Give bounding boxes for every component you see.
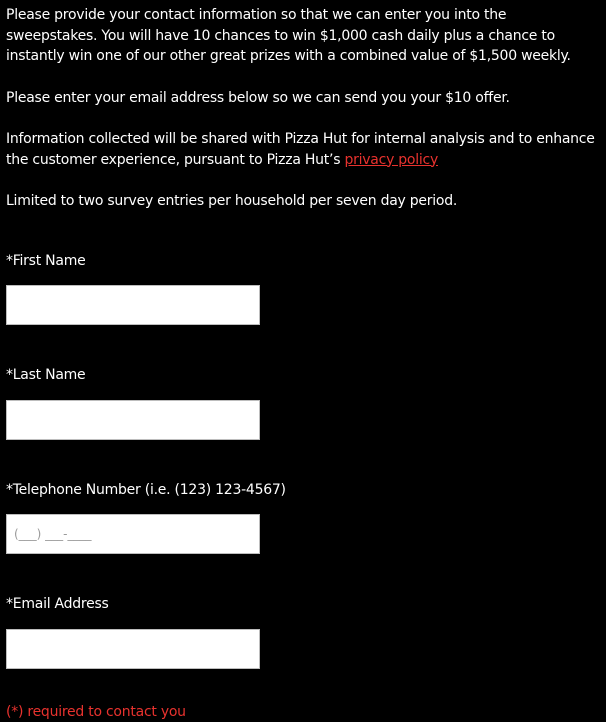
privacy-policy-link[interactable]: privacy policy xyxy=(344,152,438,168)
email-group xyxy=(6,594,600,669)
last-name-label: *Last Name xyxy=(6,365,600,386)
intro-paragraph-sweepstakes: Please provide your contact information so that we can enter you into the sweepstakes. You will have 10 chances to win $1,000 cash daily plus a chance to instantly win one of our other great prizes with a combined value of $1,500 weekly. xyxy=(6,5,600,67)
email-input[interactable] xyxy=(6,629,260,669)
email-label: *Email Address xyxy=(6,594,600,615)
telephone-input[interactable] xyxy=(6,514,260,554)
first-name-label: *First Name xyxy=(6,251,600,272)
intro-paragraph-entry-limit: Limited to two survey entries per household per seven day period. xyxy=(6,191,600,212)
last-name-input[interactable] xyxy=(6,400,260,440)
intro-paragraph-email-offer: Please enter your email address below so we can send you your $10 offer. xyxy=(6,88,600,109)
last-name-group xyxy=(6,365,600,440)
required-fields-note: (*) required to contact you xyxy=(6,702,600,722)
first-name-input[interactable] xyxy=(6,285,260,325)
first-name-group xyxy=(6,251,600,326)
telephone-label: *Telephone Number (i.e. (123) 123-4567) xyxy=(6,480,600,501)
privacy-statement-text: Information collected will be shared with Pizza Hut for internal analysis and to enhance the customer experience, pursuant to Pizza Hut’s xyxy=(6,131,595,168)
telephone-group xyxy=(6,480,600,555)
intro-paragraph-privacy xyxy=(6,129,600,170)
